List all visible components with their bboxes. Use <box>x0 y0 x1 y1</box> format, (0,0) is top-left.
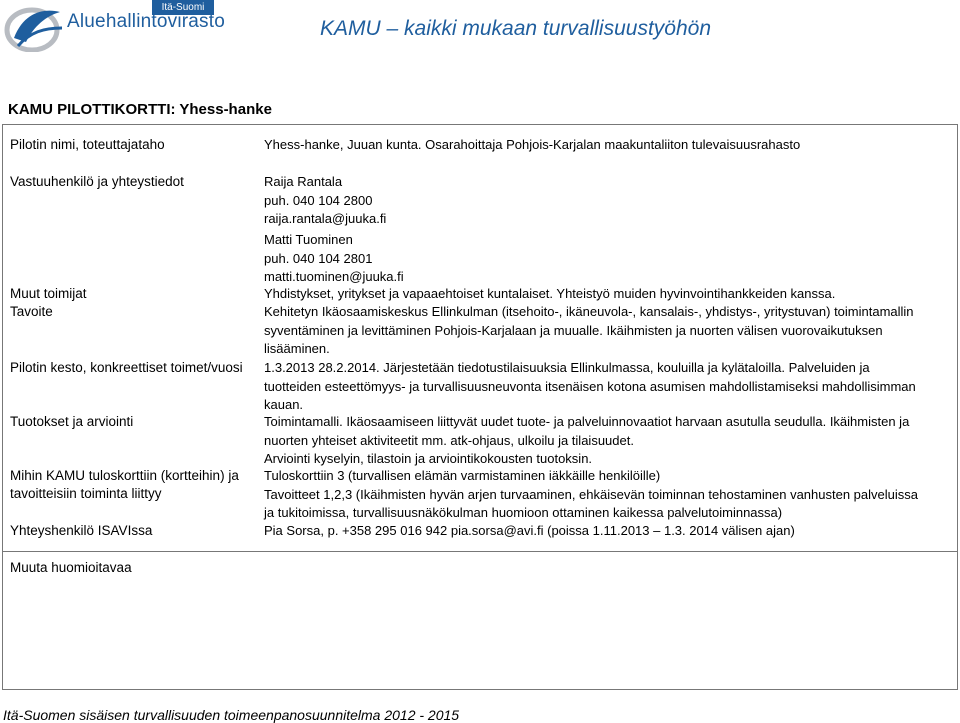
text-line: Toimintamalli. Ikäosaamiseen liittyvät uudet tuote- ja palveluinnovaatiot harvaan asutulla seudulla. Ikäihmisten ja <box>264 414 910 429</box>
text-line: Tuloskorttiin 3 (turvallisen elämän varmistaminen iäkkäille henkilöille) <box>264 468 661 483</box>
value-goal <box>264 303 954 359</box>
label-pilot-name: Pilotin nimi, toteuttajataho <box>10 137 165 152</box>
text-line: nuorten yhteiset aktiviteetit mm. atk-ohjaus, ulkoilu ja tilaisuudet. <box>264 432 634 448</box>
contact-name: Raija Rantala <box>264 174 343 189</box>
value-other-actors <box>264 285 954 304</box>
value-contact-1 <box>264 173 954 229</box>
label-misc-notes: Muuta huomioitavaa <box>10 560 132 575</box>
text-line: Kehitetyn Ikäosaamiskeskus Ellinkulman (itsehoito-, ikäneuvola-, kansalais-, yhdistys-, yritystuvan) toimintamallin <box>264 304 914 319</box>
label-outputs-evaluation: Tuotokset ja arviointi <box>10 414 134 429</box>
text-line: kauan. <box>264 397 304 412</box>
contact-email: raija.rantala@juuka.fi <box>264 211 387 226</box>
text-line: lisääminen. <box>264 341 330 356</box>
value-pilot-name <box>264 136 954 155</box>
contact-email: matti.tuominen@juuka.fi <box>264 269 404 284</box>
document-title: KAMU – kaikki mukaan turvallisuustyöhön <box>320 17 712 40</box>
card-title: KAMU PILOTTIKORTTI: Yhess-hanke <box>8 101 272 118</box>
footer-text: Itä-Suomen sisäisen turvallisuuden toimeenpanosuunnitelma 2012 - 2015 <box>3 707 460 723</box>
text-line: ja tukitoimissa, turvallisuusnäkökulman huomioon ottaminen kaikessa palvelutoiminnassa) <box>264 505 783 520</box>
text-line: Tavoitteet 1,2,3 (Ikäihmisten hyvän arjen turvaaminen, ehkäisevän toiminnan tehostaminen vanhusten palveluissa <box>264 486 918 502</box>
text-line: Arviointi kyselyin, tilastoin ja arviointikokousten tuotoksin. <box>264 451 593 466</box>
text-line: tuotteiden esteettömyys- ja turvallisuusneuvonta itsenäisen kotona asumisen mahdollistamiseksi mahdollisimman <box>264 378 916 394</box>
logo-organization-name: Aluehallintovirasto <box>67 11 225 32</box>
value-duration-actions <box>264 359 954 415</box>
contact-phone: puh. 040 104 2801 <box>264 250 373 266</box>
value-isavi-contact <box>264 522 954 541</box>
value-contact-2 <box>264 231 954 287</box>
page-footer <box>0 690 960 722</box>
label-kamu-cards: Mihin KAMU tuloskorttiin (kortteihin) ja tavoitteisiin toiminta liittyy <box>10 468 239 501</box>
text-line: 1.3.2013 28.2.2014. Järjestetään tiedotustilaisuuksia Ellinkulmassa, kouluilla ja kylätaloilla. Palveluiden ja <box>264 360 870 375</box>
text-line: Pia Sorsa, p. +358 295 016 942 pia.sorsa@avi.fi (poissa 1.11.2013 – 1.3. 2014 välisen ajan) <box>264 523 795 538</box>
text-line: syventäminen ja levittäminen Pohjois-Karjalaan ja muualle. Ikäihmisten ja nuorten välisen vuorovaikutuksen <box>264 322 883 338</box>
value-outputs-evaluation <box>264 413 954 469</box>
label-other-actors: Muut toimijat <box>10 286 87 301</box>
logo-region-badge: Itä-Suomi <box>152 0 214 15</box>
label-goal: Tavoite <box>10 304 53 319</box>
text-line: Yhdistykset, yritykset ja vapaaehtoiset kuntalaiset. Yhteistyö muiden hyvinvointihankkeiden kanssa. <box>264 286 836 301</box>
label-duration-actions: Pilotin kesto, konkreettiset toimet/vuosi <box>10 360 243 375</box>
value-kamu-cards <box>264 467 954 523</box>
label-responsible-person: Vastuuhenkilö ja yhteystiedot <box>10 174 184 189</box>
label-isavi-contact: Yhteyshenkilö ISAVIssa <box>10 523 153 538</box>
contact-phone: puh. 040 104 2800 <box>264 192 373 208</box>
page-header <box>0 0 960 58</box>
avi-logo-icon <box>4 2 66 52</box>
contact-name: Matti Tuominen <box>264 232 353 247</box>
text-line: Yhess-hanke, Juuan kunta. Osarahoittaja Pohjois-Karjalan maakuntaliiton tulevaisuusrahasto <box>264 137 801 152</box>
